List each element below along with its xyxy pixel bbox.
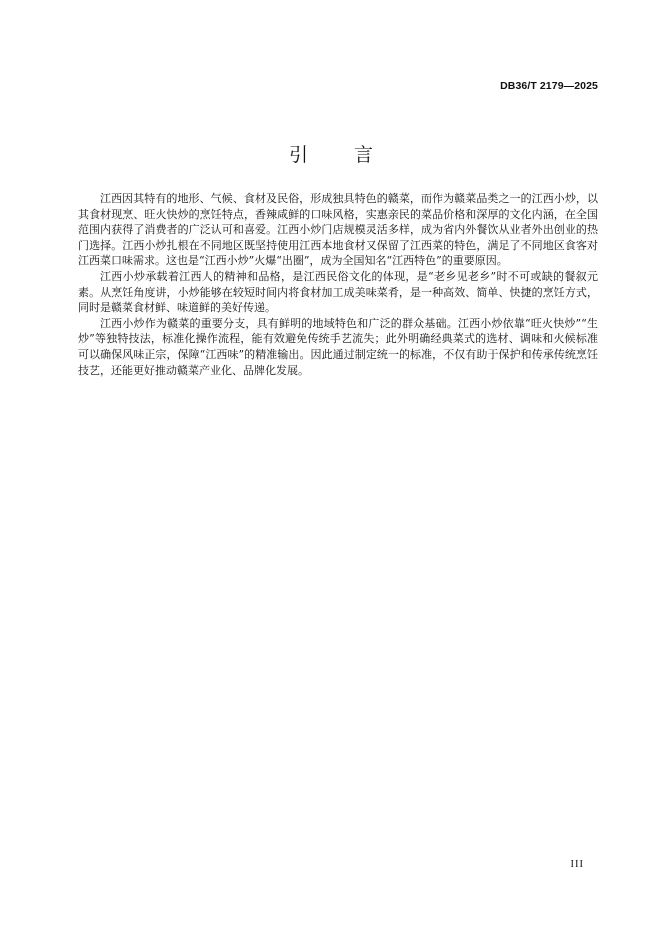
paragraph-2: 江西小炒承载着江西人的精神和品格，是江西民俗文化的体现，是“老乡见老乡”时不可或缺的餐叙元素。从烹饪角度讲，小炒能够在较短时间内将食材加工成美味菜肴，是一种高效、简单、快捷的烹饪方式，同时是赣菜食材鲜、味道鲜的美好传递。: [78, 269, 598, 315]
paragraph-1: 江西因其特有的地形、气候、食材及民俗，形成独具特色的赣菜，而作为赣菜品类之一的江西小炒，以其食材现烹、旺火快炒的烹饪特点，香辣咸鲜的口味风格，实惠亲民的菜品价格和深厚的文化内涵，在全国范围内获得了消费者的广泛认可和喜爱。江西小炒门店规模灵活多样，成为省内外餐饮从业者外出创业的热门选择。江西小炒扎根在不同地区既坚持使用江西本地食材又保留了江西菜的特色，满足了不同地区食客对江西菜口味需求。这也是“江西小炒”火爆“出圈”，成为全国知名“江西特色”的重要原因。: [78, 192, 598, 268]
page-number: III: [570, 859, 584, 870]
body-text: [78, 191, 598, 378]
page-title: 引言: [288, 144, 419, 166]
paragraph-3: 江西小炒作为赣菜的重要分支，具有鲜明的地域特色和广泛的群众基础。江西小炒依靠“旺火快炒”“生炒”等独特技法，标准化操作流程，能有效避免传统手艺流失；此外明确经典菜式的选材、调味和火候标准可以确保风味正宗，保障“江西味”的精准输出。因此通过制定统一的标准，不仅有助于保护和传承传统烹饪技艺，还能更好推动赣菜产业化、品牌化发展。: [78, 316, 598, 377]
document-code: DB36/T 2179—2025: [500, 80, 598, 92]
